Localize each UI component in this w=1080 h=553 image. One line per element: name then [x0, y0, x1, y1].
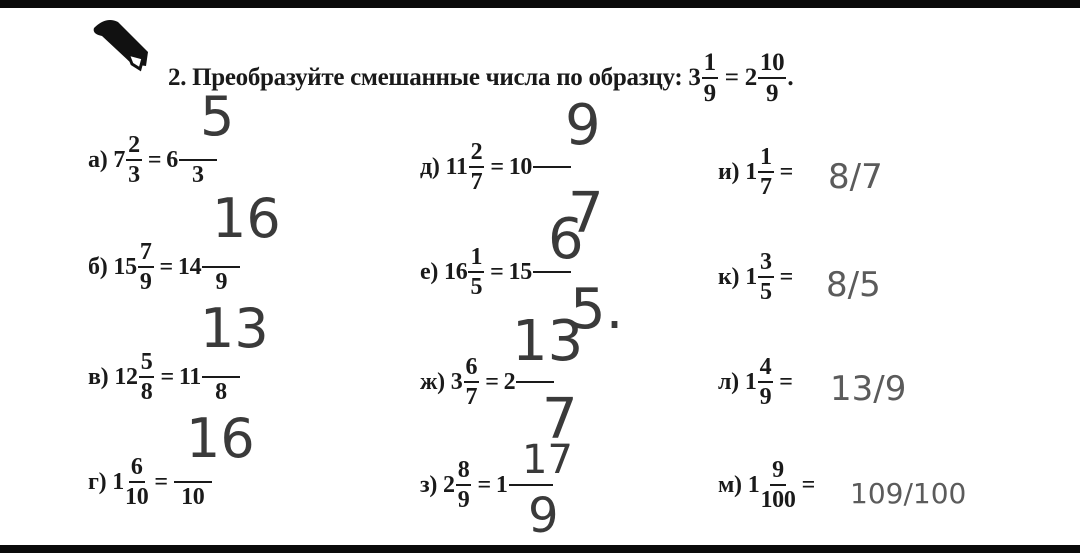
answer-l: 13/9	[830, 369, 907, 409]
exercise-k: к) 1 $\frac{3}{5}$ =	[718, 249, 794, 305]
handwritten-numerator: 17	[522, 437, 573, 483]
exercise-a: а) 7 $\frac{2}{3}$ = 6 3	[88, 133, 218, 187]
handwritten-numerator: 13	[200, 297, 269, 360]
exercise-z: з) 2 $\frac{8}{9}$ = 1	[420, 458, 554, 512]
bottom-border	[0, 545, 1080, 553]
answer-m: 109/100	[850, 477, 967, 510]
exercise-b: б) 15 $\frac{7}{9}$ = 14 9	[88, 240, 241, 294]
pencil-icon	[88, 14, 158, 76]
exercise-l: л) 1 $\frac{4}{9}$ =	[718, 354, 793, 410]
exercise-g: г) 1 $\frac{6}{10}$ = 10	[88, 455, 213, 509]
sample-right: 2 $\frac{10}{9}$	[744, 49, 785, 107]
top-border	[0, 0, 1080, 8]
handwritten-numerator: 13	[512, 309, 584, 374]
handwritten-numerator: 6	[548, 207, 584, 272]
exercise-m: м) 1 $\frac{9}{100}$ =	[718, 457, 815, 513]
answer-i: 8/7	[828, 157, 883, 197]
handwritten-denominator: 9	[528, 488, 559, 544]
exercise-e: е) 16 $\frac{1}{5}$ = 15	[420, 245, 572, 299]
exercise-d: д) 11 $\frac{2}{7}$ = 10	[420, 140, 572, 194]
handwritten-numerator: 16	[212, 187, 281, 250]
task-heading: 2. Преобразуйте смешанные числа по образцу: 3 $\frac{1}{9}$ = 2 $\frac{10}{9}$ .	[168, 49, 794, 107]
handwritten-numerator: 9	[565, 93, 601, 158]
task-number: 2.	[168, 64, 187, 91]
handwritten-numerator: 16	[186, 407, 255, 470]
handwritten-denominator: 7	[542, 387, 578, 452]
handwritten-numerator: 5	[200, 85, 235, 148]
sample-left: 3 $\frac{1}{9}$	[688, 49, 716, 107]
exercise-zh: ж) 3 $\frac{6}{7}$ = 2	[420, 355, 555, 409]
answer-k: 8/5	[826, 265, 881, 305]
task-text: Преобразуйте смешанные числа по образцу:	[192, 64, 683, 91]
exercise-v: в) 12 $\frac{5}{8}$ = 11 8	[88, 350, 241, 404]
handwritten-denominator: 7	[568, 181, 604, 246]
exercise-i: и) 1 $\frac{1}{7}$ =	[718, 144, 794, 200]
handwritten-denominator: 5.	[570, 277, 624, 342]
